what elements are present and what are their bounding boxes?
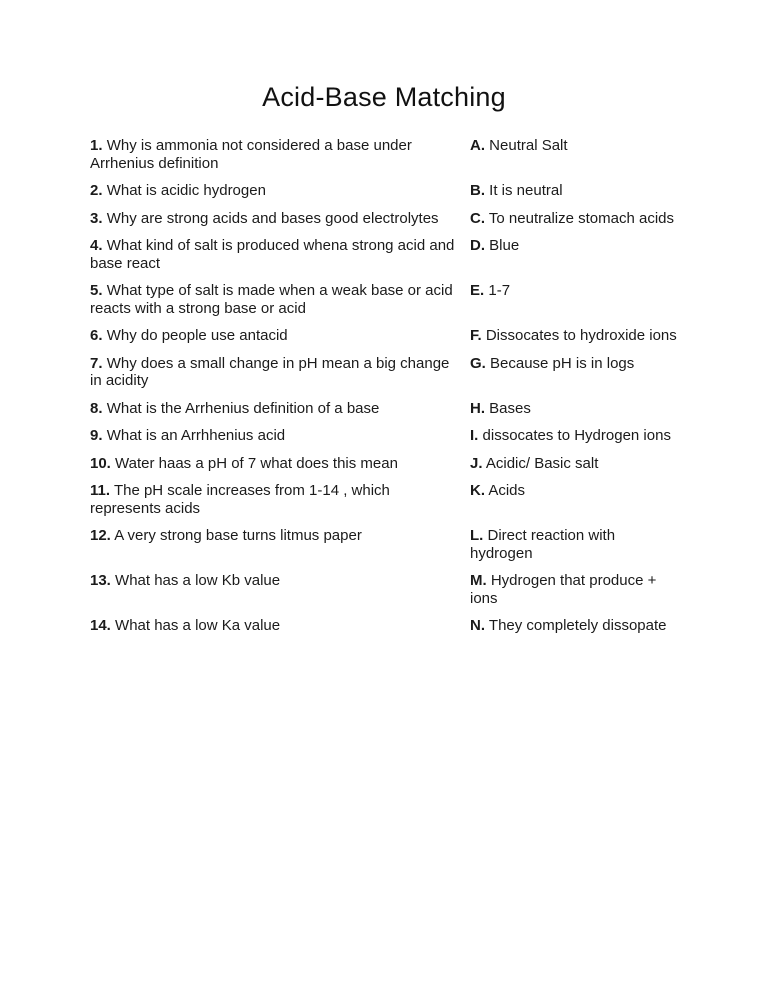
answer-letter: D. — [470, 237, 485, 254]
answer-letter: K. — [470, 482, 485, 499]
question-text: What is an Arrhhenius acid — [106, 427, 286, 444]
answer-text: Acidic/ Basic salt — [485, 454, 599, 472]
answer-letter: E. — [470, 282, 485, 299]
answer-letter: C. — [470, 209, 485, 227]
question-number: 2. — [90, 182, 103, 199]
answer — [470, 617, 678, 635]
matching-row — [90, 482, 678, 517]
page-title: Acid-Base Matching — [262, 82, 506, 112]
answer-text: Bases — [489, 399, 531, 417]
answer — [470, 182, 678, 200]
matching-row — [90, 210, 678, 228]
question-text: What is acidic hydrogen — [106, 182, 266, 199]
question — [90, 355, 470, 390]
question — [90, 282, 470, 317]
question-number: 9. — [90, 427, 103, 444]
answer-text: Blue — [489, 237, 520, 254]
question — [90, 137, 470, 172]
matching-row — [90, 617, 678, 635]
answer-text: It is neutral — [489, 182, 563, 199]
answer — [470, 527, 678, 562]
answer-letter: J. — [470, 454, 483, 472]
answer — [470, 572, 678, 607]
matching-list — [90, 137, 678, 635]
question-number: 10. — [90, 454, 111, 472]
matching-row — [90, 327, 678, 345]
answer — [470, 327, 678, 345]
answer-text: Acids — [488, 482, 526, 499]
matching-row — [90, 182, 678, 200]
answer-text: Direct reaction with hydrogen — [470, 527, 616, 562]
matching-row — [90, 355, 678, 390]
question — [90, 427, 470, 445]
question-text: The pH scale increases from 1-14 , which represents acids — [90, 482, 390, 517]
answer-letter: F. — [470, 327, 482, 344]
answer-text: dissocates to Hydrogen ions — [482, 427, 671, 444]
question — [90, 617, 470, 635]
question-text: Why is ammonia not considered a base under Arrhenius definition — [90, 137, 412, 172]
answer-text: To neutralize stomach acids — [488, 209, 674, 227]
answer-letter: L. — [470, 527, 484, 544]
question-text: What has a low Kb value — [115, 572, 281, 589]
answer — [470, 455, 678, 473]
question — [90, 182, 470, 200]
question-number: 8. — [90, 399, 103, 417]
question — [90, 210, 470, 228]
question-text: Why does a small change in pH mean a big change in acidity — [90, 354, 450, 389]
matching-row — [90, 237, 678, 272]
question-number: 3. — [90, 209, 103, 227]
question-text: Why do people use antacid — [106, 327, 288, 344]
answer-text: 1-7 — [488, 282, 511, 299]
matching-row — [90, 455, 678, 473]
question-number: 13. — [90, 572, 111, 589]
answer-letter: B. — [470, 182, 485, 199]
question-number: 14. — [90, 617, 111, 634]
answer — [470, 482, 678, 500]
answer-letter: G. — [470, 354, 486, 372]
question — [90, 237, 470, 272]
answer — [470, 237, 678, 255]
matching-row — [90, 400, 678, 418]
answer-letter: H. — [470, 399, 485, 417]
matching-row — [90, 282, 678, 317]
matching-row — [90, 137, 678, 172]
question-text: What type of salt is made when a weak base or acid reacts with a strong base or acid — [90, 282, 453, 317]
question-text: A very strong base turns litmus paper — [114, 527, 362, 544]
answer-text: Neutral Salt — [489, 137, 568, 154]
answer — [470, 355, 678, 373]
question-number: 4. — [90, 237, 103, 254]
answer — [470, 282, 678, 300]
matching-row — [90, 527, 678, 562]
question — [90, 327, 470, 345]
answer-letter: A. — [470, 137, 485, 154]
question-number: 5. — [90, 282, 103, 299]
question-text: What is the Arrhenius definition of a base — [106, 399, 380, 417]
question-text: What has a low Ka value — [115, 617, 281, 634]
question-text: Why are strong acids and bases good electrolytes — [106, 209, 439, 227]
question-number: 7. — [90, 354, 103, 372]
question-number: 11. — [90, 482, 111, 499]
question-number: 12. — [90, 527, 111, 544]
question-text: What kind of salt is produced whena strong acid and base react — [90, 237, 455, 272]
answer-letter: N. — [470, 617, 485, 634]
question — [90, 455, 470, 473]
question-number: 6. — [90, 327, 103, 344]
question-number: 1. — [90, 137, 103, 154]
question — [90, 400, 470, 418]
answer-text: They completely dissopate — [488, 617, 667, 634]
question — [90, 527, 470, 545]
answer-letter: I. — [470, 427, 479, 444]
matching-row — [90, 572, 678, 607]
answer — [470, 400, 678, 418]
answer — [470, 427, 678, 445]
answer-text: Dissocates to hydroxide ions — [485, 327, 677, 344]
answer-letter: M. — [470, 572, 487, 589]
answer-text: Hydrogen that produce + ions — [470, 572, 657, 607]
answer — [470, 210, 678, 228]
question — [90, 572, 470, 590]
answer — [470, 137, 678, 155]
question-text: Water haas a pH of 7 what does this mean — [115, 454, 398, 472]
question — [90, 482, 470, 517]
answer-text: Because pH is in logs — [490, 354, 635, 372]
matching-row — [90, 427, 678, 445]
